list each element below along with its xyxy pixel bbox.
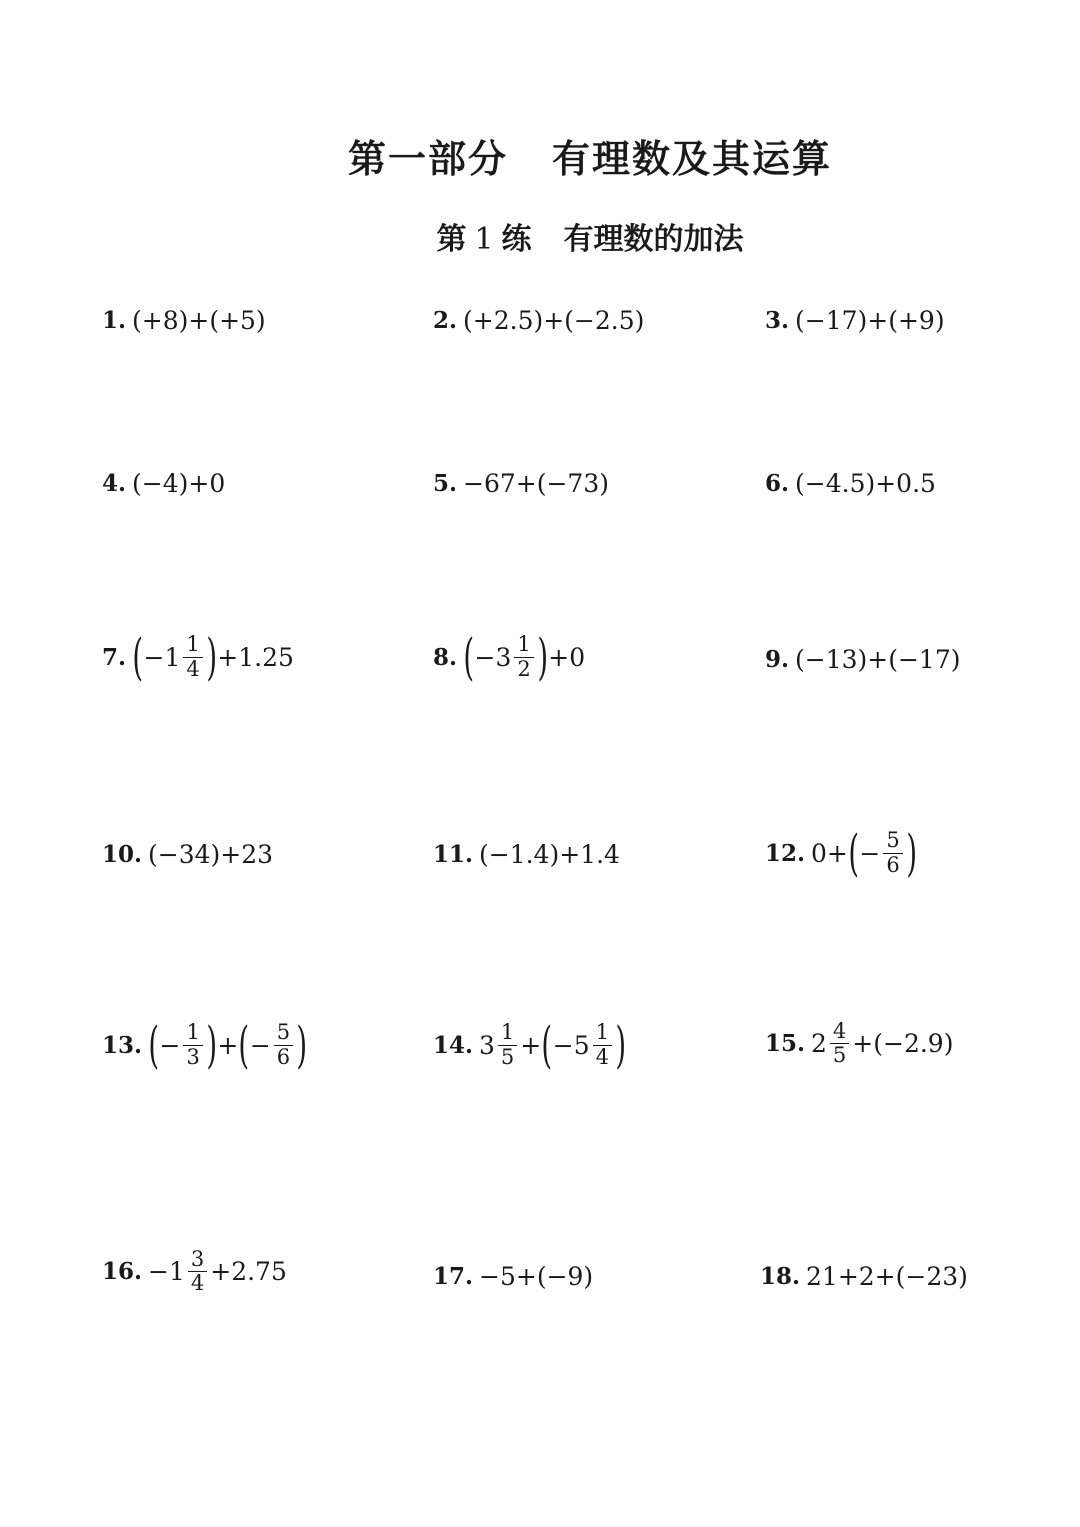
- denominator: 6: [276, 1044, 291, 1069]
- problem-expression: 21+2+(−23): [806, 1262, 968, 1291]
- problem-number: 18.: [760, 1263, 801, 1290]
- problem-expression: (−4)+0: [132, 469, 226, 498]
- lesson-number: 1: [474, 222, 494, 257]
- expression-tail: +1.25: [217, 642, 294, 672]
- expression-head: 0+: [811, 838, 848, 868]
- sign: −: [249, 1030, 271, 1060]
- operator: +: [520, 1030, 542, 1060]
- expression-tail: +0: [548, 642, 586, 672]
- problem-expression: (−13)+(−17): [795, 645, 961, 674]
- problem-expression: −67+(−73): [463, 469, 609, 498]
- fraction: [593, 1021, 612, 1068]
- problem-9: [765, 645, 961, 674]
- problem-14: 14. 3 $\frac{1}{5}$ + ( −5 $\frac{1}{4}$ ): [433, 1016, 627, 1074]
- problem-expression: (−34)+23: [148, 840, 274, 869]
- part-title: [0, 128, 1080, 183]
- problem-8: 8. ( −3 $\frac{1}{2}$ ) +0: [433, 628, 586, 686]
- denominator: 4: [595, 1044, 609, 1069]
- problem-7: 7. ( −1 $\frac{1}{4}$ ) +1.25: [102, 628, 294, 686]
- problem-11: [433, 840, 620, 869]
- lesson-prefix: 第: [436, 222, 467, 257]
- problem-number: 2.: [433, 307, 458, 334]
- fraction: [514, 633, 533, 680]
- whole-part: −1: [143, 642, 181, 672]
- numerator: 3: [188, 1248, 207, 1272]
- problem-17: [433, 1262, 593, 1291]
- problem-number: 17.: [433, 1263, 474, 1290]
- numerator: 1: [183, 633, 202, 657]
- problem-expression: (+8)+(+5): [132, 306, 266, 335]
- whole-part: −5: [552, 1030, 590, 1060]
- problem-12: 12. 0+ ( − $\frac{5}{6}$ ): [765, 824, 917, 882]
- lesson-suffix: 练: [501, 222, 532, 257]
- problem-number: 9.: [765, 646, 790, 673]
- part-label: 第一部分: [347, 137, 508, 181]
- problem-13: 13. ( − $\frac{1}{3}$ ) + ( − $\frac{5}{6}$ ): [102, 1016, 308, 1074]
- problem-6: [765, 469, 936, 498]
- problem-2: [433, 306, 644, 335]
- problem-3: [765, 306, 945, 335]
- numerator: 5: [274, 1021, 293, 1045]
- fraction: [188, 1248, 207, 1295]
- problem-number: 8.: [433, 643, 458, 671]
- problem-10: [102, 840, 273, 869]
- whole-part: 2: [811, 1029, 827, 1059]
- whole-part: −3: [474, 642, 512, 672]
- problem-number: 6.: [765, 470, 790, 497]
- problem-expression: (+2.5)+(−2.5): [463, 306, 645, 335]
- whole-part: −1: [148, 1257, 185, 1287]
- expression-tail: +2.75: [210, 1257, 287, 1287]
- fraction: [830, 1020, 849, 1067]
- numerator: 1: [514, 633, 533, 657]
- numerator: 1: [498, 1021, 517, 1045]
- problem-1: [102, 306, 266, 335]
- problem-number: 14.: [433, 1031, 474, 1059]
- problem-number: 10.: [102, 841, 143, 868]
- problem-expression: (−1.4)+1.4: [479, 840, 620, 869]
- numerator: 4: [830, 1020, 849, 1044]
- sign: −: [159, 1030, 181, 1060]
- denominator: 4: [186, 656, 200, 681]
- denominator: 5: [832, 1043, 847, 1068]
- problem-15: [765, 1020, 953, 1067]
- numerator: 1: [593, 1021, 612, 1045]
- problem-number: 13.: [102, 1031, 143, 1059]
- problem-expression: −5+(−9): [479, 1262, 594, 1291]
- fraction: [274, 1021, 293, 1068]
- denominator: 2: [517, 656, 531, 681]
- fraction: [183, 633, 202, 680]
- problem-16: [102, 1248, 287, 1295]
- denominator: 3: [186, 1044, 200, 1069]
- problem-5: [433, 469, 609, 498]
- problem-number: 11.: [433, 841, 474, 868]
- whole-part: 3: [479, 1030, 495, 1060]
- problem-expression: (−4.5)+0.5: [795, 469, 936, 498]
- fraction: [498, 1021, 517, 1068]
- sign: −: [859, 838, 881, 868]
- problem-number: 7.: [102, 643, 127, 671]
- problem-number: 5.: [433, 470, 458, 497]
- operator: +: [217, 1030, 239, 1060]
- problem-expression: (−17)+(+9): [795, 306, 945, 335]
- numerator: 5: [883, 829, 902, 853]
- problem-number: 3.: [765, 307, 790, 334]
- fraction: [883, 829, 902, 876]
- denominator: 4: [190, 1271, 205, 1296]
- problem-18: [760, 1262, 968, 1291]
- problem-number: 15.: [765, 1030, 806, 1058]
- numerator: 1: [183, 1021, 202, 1045]
- expression-tail: +(−2.9): [852, 1029, 954, 1059]
- denominator: 5: [500, 1044, 515, 1069]
- part-name: 有理数及其运算: [552, 137, 833, 181]
- problem-number: 16.: [102, 1258, 143, 1286]
- denominator: 6: [886, 852, 900, 877]
- lesson-title: [0, 214, 1080, 258]
- problem-4: [102, 469, 225, 498]
- lesson-name: 有理数的加法: [563, 222, 744, 257]
- problem-number: 4.: [102, 470, 127, 497]
- fraction: [183, 1021, 202, 1068]
- problem-number: 1.: [102, 307, 127, 334]
- problem-number: 12.: [765, 839, 806, 867]
